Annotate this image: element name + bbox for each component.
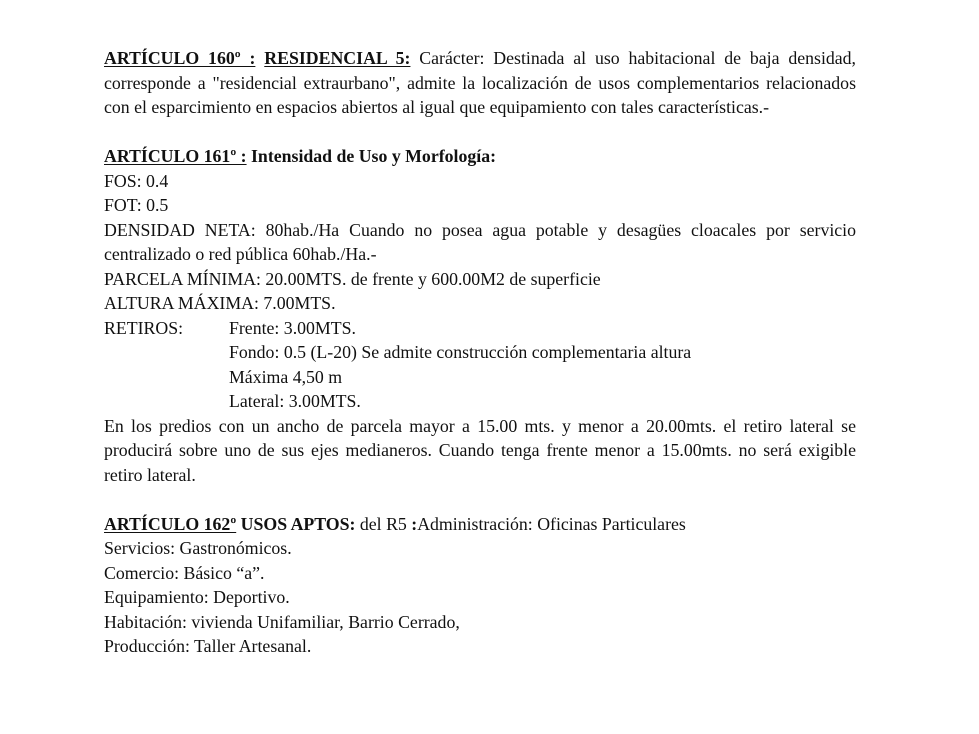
fos-line: FOS: 0.4 (104, 170, 169, 191)
article-160-heading: ARTÍCULO 160º : (104, 48, 256, 68)
article-161-title-line (104, 144, 856, 169)
fot-line: FOT: 0.5 (104, 195, 169, 215)
article-160-text: Carácter: Destinada al uso habitacional de baja densidad, corresponde a "residencial extraurbano", admite la localización de usos complementarios relacionados con el esparcimiento en espacios abiertos al igual que equipamiento con tales características.- (104, 48, 857, 117)
uso-administracion: Administración: Oficinas Particulares (417, 513, 686, 534)
article-160 (104, 46, 856, 120)
uso-produccion: Producción: Taller Artesanal. (104, 636, 312, 656)
densidad-line: DENSIDAD NETA: 80hab./Ha Cuando no posea agua potable y desagües cloacales por servicio centralizado o red pública 60hab./Ha.- (104, 219, 856, 264)
parcela-line: PARCELA MÍNIMA: 20.00MTS. de frente y 600.00M2 de superficie (104, 268, 601, 289)
spacer (104, 487, 856, 512)
predios-paragraph: En los predios con un ancho de parcela mayor a 15.00 mts. y menor a 20.00mts. el retiro lateral se producirá sobre uno de sus ejes medianeros. Cuando tenga frente menor a 15.00mts. no será exigible retiro lateral. (104, 415, 856, 485)
retiros-label: RETIROS: (104, 317, 184, 338)
uso-equipamiento: Equipamiento: Deportivo. (104, 587, 290, 607)
article-162-heading: ARTÍCULO 162º (104, 513, 237, 534)
retiro-frente: Frente: 3.00MTS. (229, 317, 356, 338)
spacer (104, 120, 856, 145)
retiro-lateral: Lateral: 3.00MTS. (229, 391, 361, 411)
retiros-list (229, 316, 856, 414)
retiro-fondo-altura: Máxima 4,50 m (229, 366, 343, 387)
retiros-block (104, 316, 856, 414)
uso-habitacion: Habitación: vivienda Unifamiliar, Barrio Cerrado, (104, 611, 460, 632)
zone-reference: del R5 (355, 513, 412, 534)
retiro-fondo: Fondo: 0.5 (L-20) Se admite construcción complementaria altura (229, 342, 692, 362)
document-page (104, 46, 856, 659)
usos-aptos-label: USOS APTOS: (240, 513, 356, 534)
article-161-title: Intensidad de Uso y Morfología: (246, 146, 497, 166)
colon: : (411, 513, 418, 534)
uso-comercio: Comercio: Básico “a”. (104, 562, 265, 583)
altura-line: ALTURA MÁXIMA: 7.00MTS. (104, 293, 336, 313)
article-162-title-line (104, 512, 856, 537)
article-160-zone-name: RESIDENCIAL 5: (264, 48, 411, 68)
uso-servicios: Servicios: Gastronómicos. (104, 538, 292, 558)
article-161-heading: ARTÍCULO 161º : (104, 146, 247, 166)
